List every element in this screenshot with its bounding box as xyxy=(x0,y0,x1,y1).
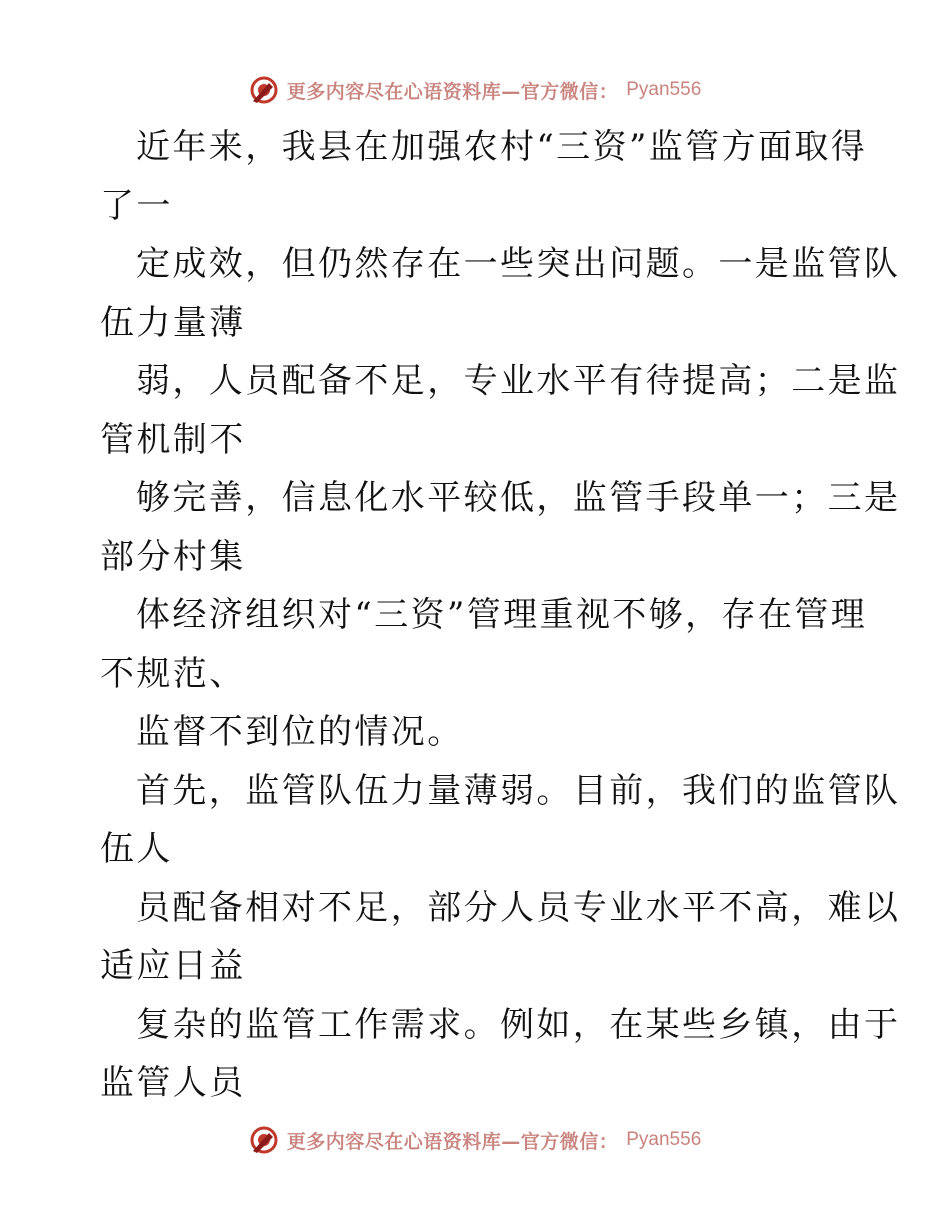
body-line: 员配备相对不足，部分人员专业水平不高，难以 xyxy=(136,887,901,928)
body-line: 体经济组织对“三资”管理重视不够，存在管理 xyxy=(136,595,868,635)
body-line: 监管人员 xyxy=(100,1063,246,1103)
footer-banner-wechat-id: Pyan556 xyxy=(626,1129,702,1150)
body-line: 管机制不 xyxy=(100,419,246,460)
pen-logo-icon xyxy=(249,75,279,105)
footer-banner-text: 更多内容尽在心语资料库—官方微信： xyxy=(286,1130,619,1153)
body-line: 适应日益 xyxy=(100,946,246,986)
body-line: 监督不到位的情况。 xyxy=(136,712,464,752)
body-line: 弱，人员配备不足，专业水平有待提高；二是监 xyxy=(136,361,901,401)
body-line: 近年来，我县在加强农村“三资”监管方面取得 xyxy=(136,127,868,167)
body-line: 了一 xyxy=(100,185,173,226)
body-line: 部分村集 xyxy=(100,536,246,577)
body-line: 复杂的监管工作需求。例如，在某些乡镇，由于 xyxy=(136,1004,901,1045)
body-line: 伍力量薄 xyxy=(100,302,246,343)
body-line: 不规范、 xyxy=(100,653,246,694)
pen-logo-icon xyxy=(249,1125,279,1155)
header-banner-wechat-id: Pyan556 xyxy=(626,79,702,100)
body-line: 够完善，信息化水平较低，监管手段单一；三是 xyxy=(136,478,901,518)
body-line: 首先，监管队伍力量薄弱。目前，我们的监管队 xyxy=(136,770,901,811)
body-line: 伍人 xyxy=(100,829,173,869)
footer-banner xyxy=(0,1120,950,1160)
header-banner-text: 更多内容尽在心语资料库—官方微信： xyxy=(286,80,619,103)
body-line: 定成效，但仍然存在一些突出问题。一是监管队 xyxy=(136,244,901,284)
header-banner xyxy=(0,70,950,110)
document-body xyxy=(100,118,901,1113)
